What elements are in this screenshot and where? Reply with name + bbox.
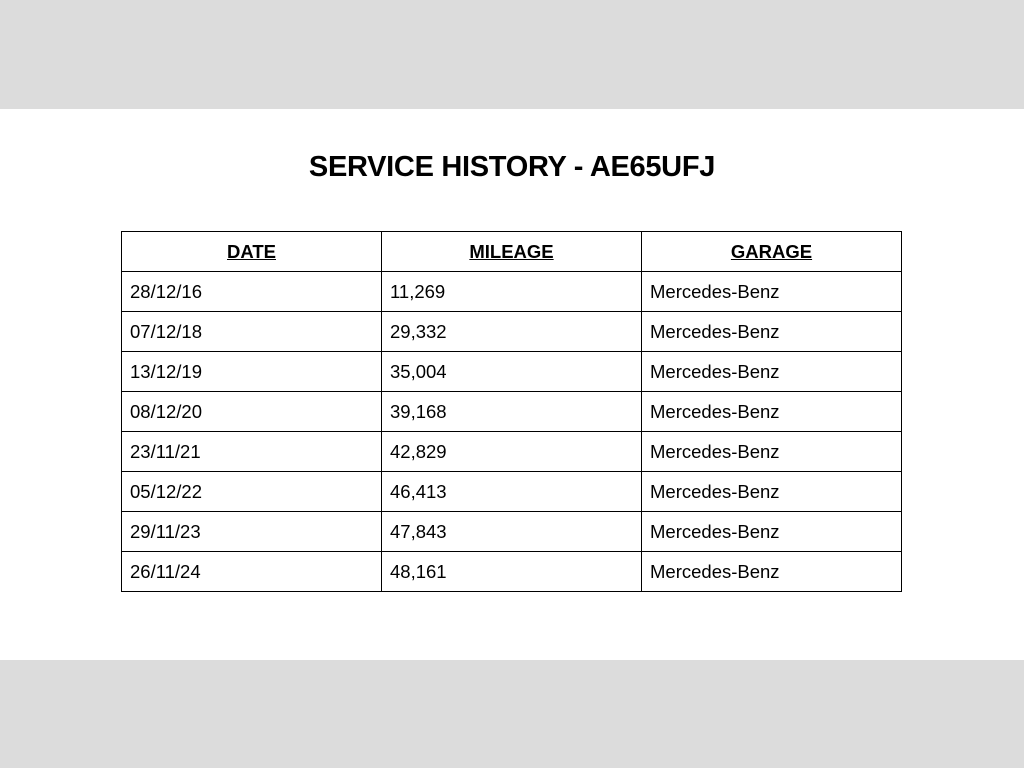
garage-cell: Mercedes-Benz — [642, 552, 902, 592]
garage-cell: Mercedes-Benz — [642, 272, 902, 312]
mileage-cell: 47,843 — [382, 512, 642, 552]
garage-cell: Mercedes-Benz — [642, 312, 902, 352]
table-row — [122, 312, 902, 352]
date-cell: 26/11/24 — [122, 552, 382, 592]
table-row — [122, 432, 902, 472]
date-cell: 13/12/19 — [122, 352, 382, 392]
mileage-cell: 42,829 — [382, 432, 642, 472]
mileage-cell: 35,004 — [382, 352, 642, 392]
document-page — [0, 109, 1024, 660]
table-header-row — [122, 232, 902, 272]
table-row — [122, 272, 902, 312]
garage-cell: Mercedes-Benz — [642, 352, 902, 392]
date-cell: 29/11/23 — [122, 512, 382, 552]
column-header-mileage: MILEAGE — [382, 232, 642, 272]
column-header-date: DATE — [122, 232, 382, 272]
date-cell: 08/12/20 — [122, 392, 382, 432]
garage-cell: Mercedes-Benz — [642, 512, 902, 552]
date-cell: 05/12/22 — [122, 472, 382, 512]
mileage-cell: 48,161 — [382, 552, 642, 592]
mileage-cell: 29,332 — [382, 312, 642, 352]
service-history-table — [121, 231, 902, 592]
date-cell: 07/12/18 — [122, 312, 382, 352]
table-row — [122, 552, 902, 592]
table-row — [122, 472, 902, 512]
garage-cell: Mercedes-Benz — [642, 432, 902, 472]
table-row — [122, 512, 902, 552]
date-cell: 23/11/21 — [122, 432, 382, 472]
date-cell: 28/12/16 — [122, 272, 382, 312]
mileage-cell: 39,168 — [382, 392, 642, 432]
column-header-garage: GARAGE — [642, 232, 902, 272]
garage-cell: Mercedes-Benz — [642, 472, 902, 512]
table-row — [122, 352, 902, 392]
page-title: SERVICE HISTORY - AE65UFJ — [308, 151, 716, 183]
table-row — [122, 392, 902, 432]
mileage-cell: 46,413 — [382, 472, 642, 512]
garage-cell: Mercedes-Benz — [642, 392, 902, 432]
mileage-cell: 11,269 — [382, 272, 642, 312]
